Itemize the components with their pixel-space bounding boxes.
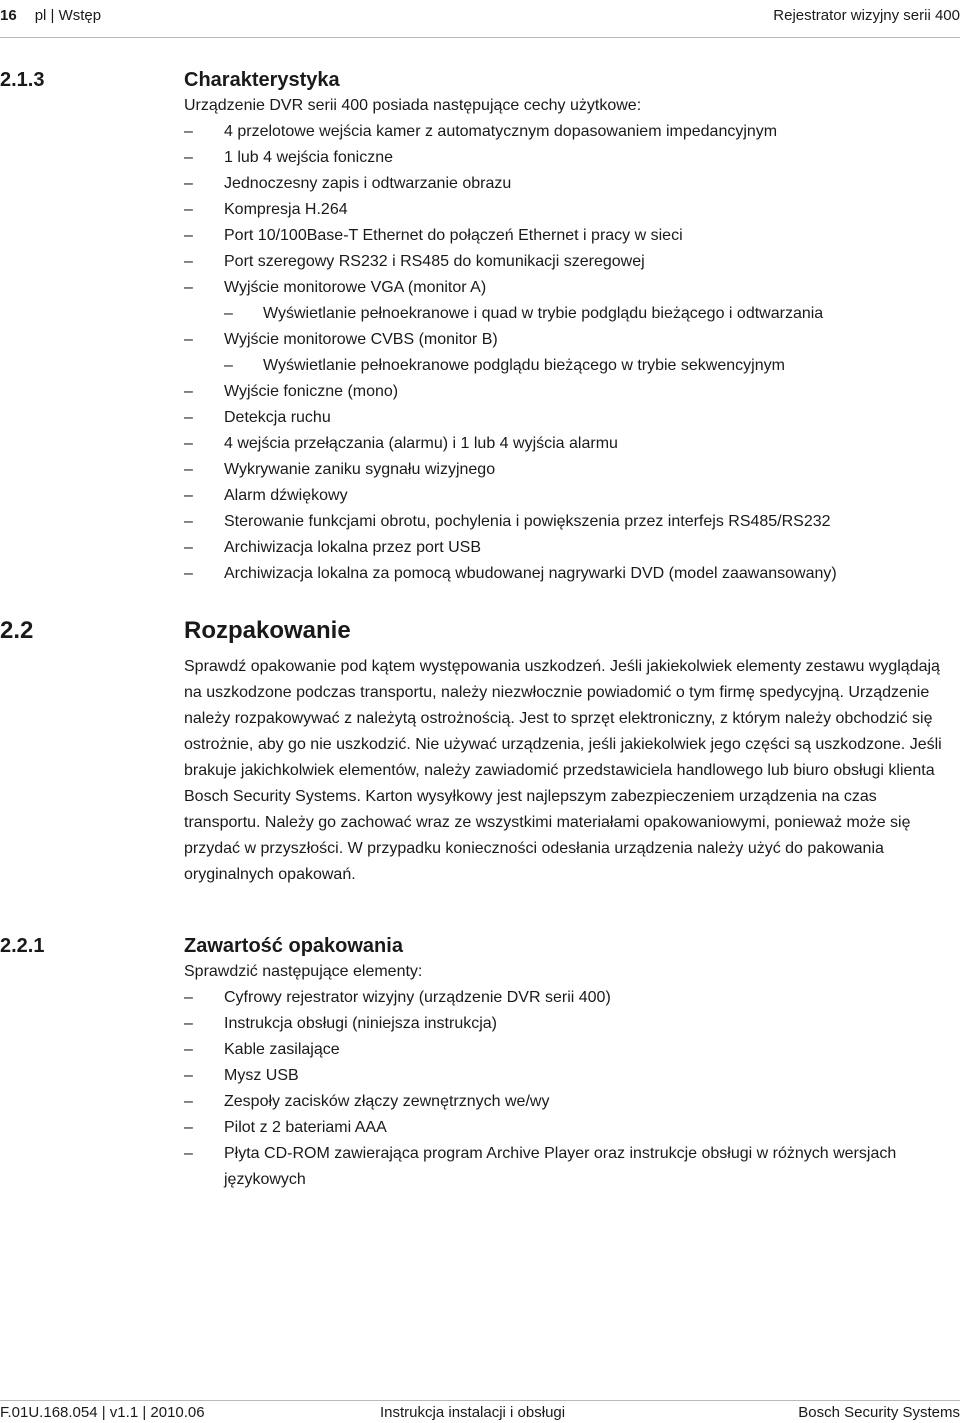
list-dash: – [224, 305, 233, 322]
list-dash: – [184, 1093, 193, 1110]
list-item-text: Archiwizacja lokalna za pomocą wbudowanej nagrywarki DVD (model zaawansowany) [224, 565, 837, 582]
section-heading: Charakterystyka [184, 69, 340, 91]
list-item [184, 171, 955, 197]
page-number: 16 [0, 7, 17, 24]
list-dash: – [184, 331, 193, 348]
list-item [184, 275, 955, 301]
list-item-text: Archiwizacja lokalna przez port USB [224, 539, 481, 556]
list-item [184, 119, 955, 145]
list-dash: – [224, 357, 233, 374]
list-item [184, 1063, 955, 1089]
list-item-text: Wyjście monitorowe VGA (monitor A) [224, 279, 487, 296]
section-body [184, 654, 955, 888]
list-dash: – [184, 279, 193, 296]
list-item-text: Detekcja ruchu [224, 409, 331, 426]
list-item-text: Port szeregowy RS232 i RS485 do komunikacji szeregowej [224, 253, 645, 270]
section-intro: Urządzenie DVR serii 400 posiada następujące cechy użytkowe: [184, 97, 642, 114]
list-dash: – [184, 1145, 193, 1162]
footer-doc-code: F.01U.168.054 | v1.1 | 2010.06 [0, 1404, 205, 1421]
list-item [184, 379, 955, 405]
section-heading: Rozpakowanie [184, 617, 351, 644]
list-item-text: Wyjście monitorowe CVBS (monitor B) [224, 331, 498, 348]
list-item-text: Kompresja H.264 [224, 201, 348, 218]
list-item [184, 1115, 955, 1141]
list-item [184, 1011, 955, 1037]
list-item-text: 4 przelotowe wejścia kamer z automatycznym dopasowaniem impedancyjnym [224, 123, 778, 140]
list-item [184, 405, 955, 431]
header-left [0, 7, 101, 24]
list-item [184, 457, 955, 483]
list-item-text: Wyjście foniczne (mono) [224, 383, 399, 400]
list-dash: – [184, 253, 193, 270]
list-item-text: Mysz USB [224, 1067, 299, 1084]
list-dash: – [184, 227, 193, 244]
list-item-text: Jednoczesny zapis i odtwarzanie obrazu [224, 175, 512, 192]
list-item-text: Kable zasilające [224, 1041, 340, 1058]
list-item-text: Wyświetlanie pełnoekranowe podglądu bieżącego w trybie sekwencyjnym [263, 357, 785, 374]
section-body [184, 93, 955, 587]
list-item [184, 561, 955, 587]
list-dash: – [184, 989, 193, 1006]
section-number: 2.1.3 [0, 69, 45, 91]
unpacking-paragraph: Sprawdź opakowanie pod kątem występowania uszkodzeń. Jeśli jakiekolwiek elementy zestawu wyglądają na uszkodzone podczas transportu, należy niezwłocznie powiadomić o tym firmę spedycyjną. Urządzenie należy rozpakowywać z należytą ostrożnością. Jest to sprzęt elektroniczny, z którym należy obchodzić się ostrożnie, aby go nie uszkodzić. Nie używać urządzenia, jeśli jakiekolwiek jego części są uszkodzone. Jeśli brakuje jakichkolwiek elementów, należy zawiadomić przedstawiciela handlowego lub biuro obsługi klienta Bosch Security Systems. Karton wysyłkowy jest najlepszym zabezpieczeniem urządzenia na czas transportu. Należy go zachować wraz ze wszystkimi materiałami opakowaniowymi, ponieważ może się przydać w przyszłości. W przypadku konieczności odesłania urządzenia należy użyć do pakowania oryginalnych opakowań. [184, 658, 942, 883]
list-dash: – [184, 149, 193, 166]
list-dash: – [184, 175, 193, 192]
list-item [184, 431, 955, 457]
footer-company: Bosch Security Systems [798, 1404, 960, 1421]
section-intro: Sprawdzić następujące elementy: [184, 963, 423, 980]
list-dash: – [184, 565, 193, 582]
section-number: 2.2 [0, 617, 34, 644]
list-dash: – [184, 513, 193, 530]
list-item-text: Zespoły zacisków złączy zewnętrznych we/wy [224, 1093, 550, 1110]
list-item-text: Instrukcja obsługi (niniejsza instrukcja) [224, 1015, 497, 1032]
list-item [184, 1089, 955, 1115]
footer-doc-title: Instrukcja instalacji i obsługi [380, 1404, 566, 1421]
list-item [184, 145, 955, 171]
list-item-text: 4 wejścia przełączania (alarmu) i 1 lub 4 wyjścia alarmu [224, 435, 618, 452]
section-body [184, 959, 955, 1193]
list-dash: – [184, 435, 193, 452]
list-item [184, 327, 955, 353]
list-item-text: Sterowanie funkcjami obrotu, pochylenia i powiększenia przez interfejs RS485/RS232 [224, 513, 831, 530]
list-item [184, 197, 955, 223]
list-item [184, 223, 955, 249]
list-item-text: Cyfrowy rejestrator wizyjny (urządzenie DVR serii 400) [224, 989, 611, 1006]
list-item-text: Port 10/100Base-T Ethernet do połączeń Ethernet i pracy w sieci [224, 227, 683, 244]
list-dash: – [184, 487, 193, 504]
list-dash: – [184, 539, 193, 556]
list-item [184, 1037, 955, 1063]
list-item-text: Wykrywanie zaniku sygnału wizyjnego [224, 461, 496, 478]
list-item [184, 483, 955, 509]
list-item [184, 509, 955, 535]
sub-list-item [184, 301, 955, 327]
list-item-text: 1 lub 4 wejścia foniczne [224, 149, 393, 166]
section-heading: Zawartość opakowania [184, 935, 403, 957]
list-item-text: Wyświetlanie pełnoekranowe i quad w trybie podglądu bieżącego i odtwarzania [263, 305, 824, 322]
list-dash: – [184, 1015, 193, 1032]
page-header [0, 4, 960, 38]
list-dash: – [184, 201, 193, 218]
list-item [184, 535, 955, 561]
list-item-text: Alarm dźwiękowy [224, 487, 348, 504]
page-footer [0, 1400, 960, 1423]
list-dash: – [184, 1041, 193, 1058]
features-list [184, 119, 955, 587]
list-dash: – [184, 1119, 193, 1136]
list-dash: – [184, 409, 193, 426]
list-item-text: Płyta CD-ROM zawierająca program Archive Player oraz instrukcje obsługi w różnych wersjach językowych [224, 1145, 897, 1188]
section-number: 2.2.1 [0, 935, 45, 957]
header-section: pl | Wstęp [34, 7, 102, 24]
list-dash: – [184, 1067, 193, 1084]
list-item [184, 985, 955, 1011]
list-dash: – [184, 461, 193, 478]
list-dash: – [184, 123, 193, 140]
header-document-title: Rejestrator wizyjny serii 400 [773, 7, 960, 24]
list-item-text: Pilot z 2 bateriami AAA [224, 1119, 387, 1136]
sub-list-item [184, 353, 955, 379]
contents-list [184, 985, 955, 1193]
list-item [184, 1141, 955, 1193]
list-item [184, 249, 955, 275]
list-dash: – [184, 383, 193, 400]
